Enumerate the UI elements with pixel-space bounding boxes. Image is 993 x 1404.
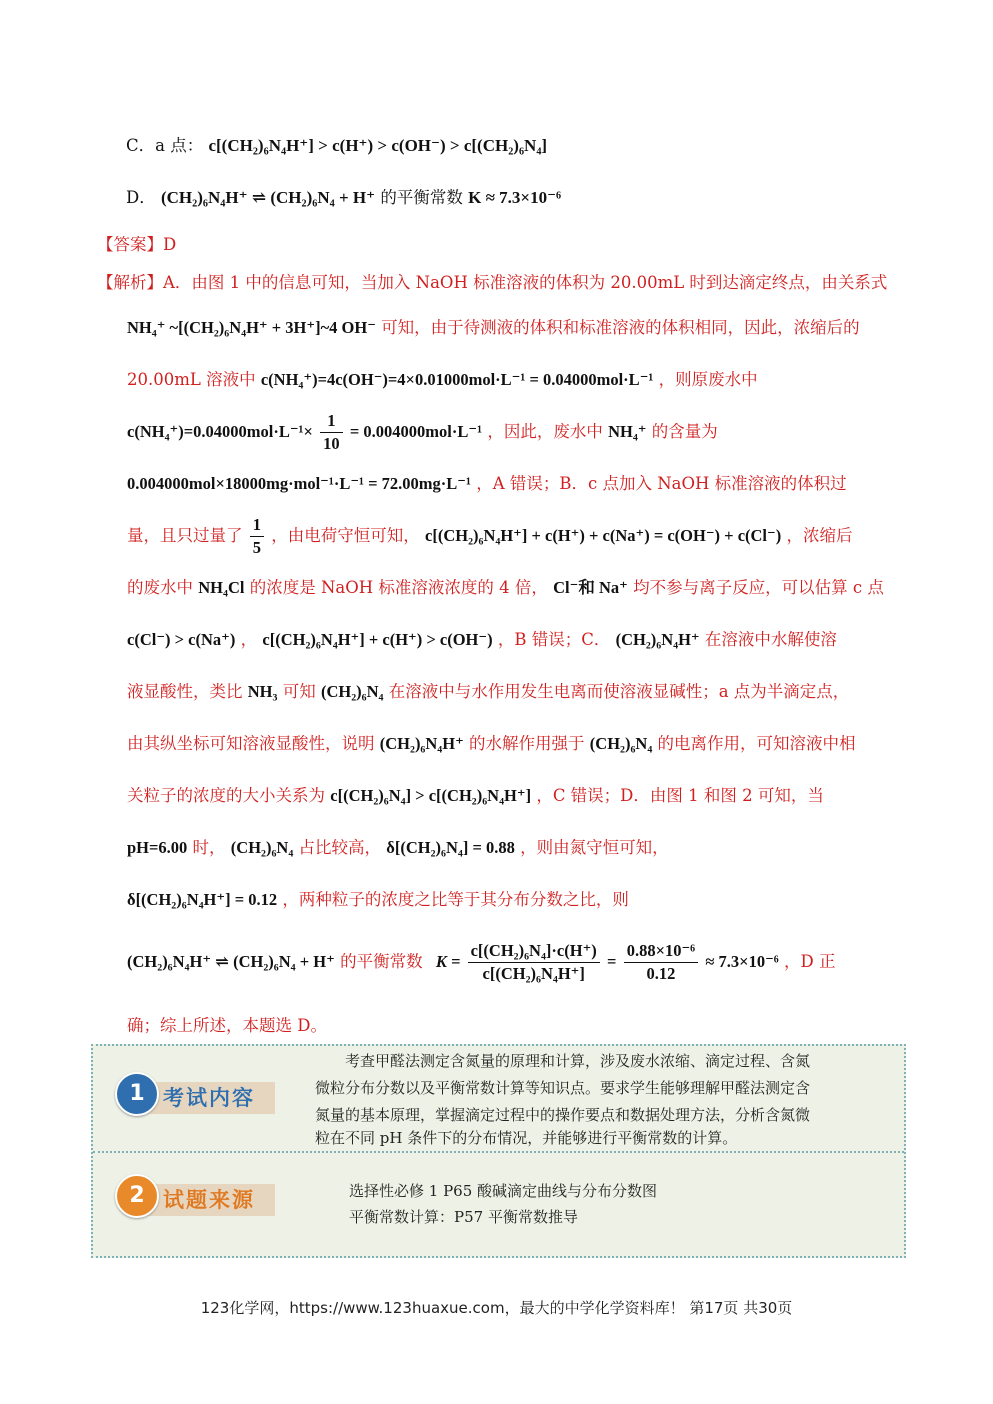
- analysis-text: ，则原废水中: [658, 370, 758, 389]
- k-approx: ≈ 7.3×10⁻⁶: [705, 952, 779, 971]
- analysis-text: 20.00mL 溶液中: [127, 370, 256, 389]
- analysis-line-11: [127, 784, 824, 808]
- answer-value: D: [163, 235, 177, 254]
- badge-label: 考试内容: [163, 1085, 255, 1110]
- exam-content-line: 粒在不同 pH 条件下的分布情况，并能够进行平衡常数的计算。: [315, 1129, 738, 1147]
- badge-number: 1: [115, 1072, 159, 1116]
- analysis-text: ，浓缩后: [786, 526, 853, 545]
- chem-species: (CH₂)₆N₄: [230, 838, 294, 857]
- analysis-text: 可知: [282, 682, 316, 701]
- analysis-line-12: [127, 836, 669, 860]
- box-divider: [93, 1151, 904, 1153]
- option-c: [126, 134, 547, 158]
- chem-inequality: c[(CH₂)₆N₄] > c[(CH₂)₆N₄H⁺]: [330, 786, 532, 805]
- analysis-line-9: [127, 680, 849, 704]
- analysis-text: ，: [240, 630, 258, 649]
- analysis-line-3: [127, 368, 758, 392]
- option-d-k: K ≈ 7.3×10⁻⁶: [468, 188, 562, 207]
- equals-sign: =: [607, 952, 617, 971]
- answer-tag: 【答案】: [97, 235, 163, 254]
- fraction-denominator: 10: [323, 434, 340, 453]
- exam-content-line: 微粒分布分数以及平衡常数计算等知识点。要求学生能够理解甲醛法测定含: [315, 1079, 811, 1097]
- exam-content-badge: [115, 1072, 275, 1118]
- analysis-line-8: [127, 628, 837, 652]
- chem-nh3: NH₃: [247, 682, 278, 701]
- chem-inequality-a: c(Cl⁻) > c(Na⁺): [127, 630, 236, 649]
- analysis-text: 的电离作用，可知溶液中相: [657, 734, 856, 753]
- analysis-text: ，C 错误；D．由图 1 和图 2 可知，当: [536, 786, 824, 805]
- fraction-denominator: c[(CH₂)₆N₄H⁺]: [482, 964, 585, 983]
- fraction-numerator: 0.88×10⁻⁶: [624, 940, 698, 963]
- analysis-tag: 【解析】: [97, 273, 163, 292]
- analysis-text: ，则由氮守恒可知，: [520, 838, 669, 857]
- analysis-line-13: [127, 888, 629, 912]
- analysis-text: 量，且只过量了: [127, 526, 243, 545]
- analysis-line-5: [127, 472, 847, 496]
- analysis-text: ，两种粒子的浓度之比等于其分布分数之比，则: [282, 890, 629, 909]
- exam-content-line: 考查甲醛法测定含氮量的原理和计算，涉及废水浓缩、滴定过程、含氮: [345, 1052, 811, 1070]
- chem-nh4cl: NH₄Cl: [198, 578, 245, 597]
- chem-fraction: δ[(CH₂)₆N₄H⁺] = 0.12: [127, 890, 278, 909]
- analysis-text: ，因此，废水中: [487, 422, 603, 441]
- chem-species: (CH₂)₆N₄: [589, 734, 653, 753]
- analysis-text: 的水解作用强于: [469, 734, 585, 753]
- analysis-line-10: [127, 732, 856, 756]
- fraction-denominator: 5: [252, 538, 261, 557]
- analysis-line-7: [127, 576, 884, 600]
- source-line: 平衡常数计算：P57 平衡常数推导: [349, 1208, 578, 1226]
- option-c-expression: c[(CH₂)₆N₄H⁺] > c(H⁺) > c(OH⁻) > c[(CH₂)₆N₄]: [208, 136, 548, 155]
- k-symbol: K =: [435, 952, 461, 971]
- analysis-text: 在溶液中与水作用发生电离而使溶液显碱性；a 点为半滴定点，: [388, 682, 850, 701]
- analysis-text: 由其纵坐标可知溶液显酸性，说明: [127, 734, 375, 753]
- fraction-denominator: 0.12: [646, 964, 676, 983]
- exam-content-line: 氮量的基本原理，掌握滴定过程中的操作要点和数据处理方法，分析含氮微: [315, 1106, 811, 1124]
- chem-ph: pH=6.00: [127, 838, 188, 857]
- analysis-line-4: [127, 410, 718, 455]
- fraction-numerator: 1: [320, 410, 343, 433]
- option-d-text: 的平衡常数: [380, 188, 463, 207]
- badge-label: 试题来源: [163, 1187, 255, 1212]
- option-c-label: C．a 点：: [126, 136, 204, 155]
- analysis-text: 均不参与离子反应，可以估算 c 点: [633, 578, 884, 597]
- option-d: [126, 186, 561, 210]
- fraction-k-value: [624, 940, 698, 985]
- analysis-text: 在溶液中水解使溶: [704, 630, 837, 649]
- chem-concentration: c(NH₄⁺)=4c(OH⁻)=4×0.01000mol·L⁻¹ = 0.04000mol·L⁻¹: [260, 370, 654, 389]
- source-badge: [115, 1174, 275, 1220]
- fraction-numerator: 1: [250, 514, 264, 537]
- analysis-text: 确；综上所述，本题选 D。: [127, 1016, 327, 1035]
- chem-calc: c(NH₄⁺)=0.04000mol·L⁻¹×: [127, 422, 313, 441]
- chem-ammonium: NH₄⁺: [608, 422, 647, 441]
- chem-species: (CH₂)₆N₄H⁺: [615, 630, 700, 649]
- analysis-text: ，A 错误；B．c 点加入 NaOH 标准溶液的体积过: [476, 474, 847, 493]
- page-footer: 123化学网，https://www.123huaxue.com，最大的中学化学资料库！ 第17页 共30页: [200, 1299, 793, 1317]
- analysis-line-14: [127, 940, 835, 985]
- analysis-line-1: [97, 271, 887, 295]
- analysis-line-6: [127, 514, 852, 559]
- analysis-text: ，由电荷守恒可知，: [271, 526, 420, 545]
- chem-ions: Cl⁻和 Na⁺: [553, 578, 628, 597]
- chem-equilibrium: (CH₂)₆N₄H⁺ ⇌ (CH₂)₆N₄ + H⁺: [127, 952, 335, 971]
- answer: [97, 233, 176, 257]
- analysis-text: 可知，由于待测液的体积和标准溶液的体积相同，因此，浓缩后的: [381, 318, 860, 337]
- source-line: 选择性必修 1 P65 酸碱滴定曲线与分布分数图: [349, 1182, 658, 1200]
- chem-inequality-b: c[(CH₂)₆N₄H⁺] + c(H⁺) > c(OH⁻): [262, 630, 493, 649]
- option-d-equilibrium: (CH₂)₆N₄H⁺ ⇌ (CH₂)₆N₄ + H⁺: [160, 188, 376, 207]
- analysis-text: 关粒子的浓度的大小关系为: [127, 786, 325, 805]
- analysis-line-15: [127, 1014, 327, 1038]
- option-d-label: D．: [126, 188, 156, 207]
- chem-charge-balance: c[(CH₂)₆N₄H⁺] + c(H⁺) + c(Na⁺) = c(OH⁻) + c(Cl⁻): [425, 526, 782, 545]
- fraction-one-fifth: [250, 514, 264, 559]
- badge-number: 2: [115, 1174, 159, 1218]
- analysis-line-2: [127, 316, 860, 340]
- chem-species: (CH₂)₆N₄H⁺: [379, 734, 464, 753]
- chem-result: = 0.004000mol·L⁻¹: [349, 422, 483, 441]
- analysis-text: 的浓度是 NaOH 标准溶液浓度的 4 倍，: [249, 578, 548, 597]
- analysis-text: ，D 正: [784, 952, 836, 971]
- analysis-text: ，B 错误；C．: [497, 630, 611, 649]
- analysis-text: 液显酸性，类比: [127, 682, 243, 701]
- chem-species: (CH₂)₆N₄: [320, 682, 384, 701]
- analysis-text: 的含量为: [651, 422, 718, 441]
- analysis-text: A．由图 1 中的信息可知，当加入 NaOH 标准溶液的体积为 20.00mL 时到达滴定终点，由关系式: [163, 273, 888, 292]
- fraction-k-expression: [468, 940, 600, 985]
- chem-fraction: δ[(CH₂)₆N₄] = 0.88: [386, 838, 515, 857]
- chem-relation: NH₄⁺ ~[(CH₂)₆N₄H⁺ + 3H⁺]~4 OH⁻: [127, 318, 376, 337]
- analysis-text: 的平衡常数: [340, 952, 423, 971]
- analysis-text: 的废水中: [127, 578, 193, 597]
- analysis-text: 占比较高，: [298, 838, 382, 857]
- fraction-numerator: c[(CH₂)₆N₄]·c(H⁺): [468, 940, 600, 963]
- chem-content-calc: 0.004000mol×18000mg·mol⁻¹·L⁻¹ = 72.00mg·L⁻¹: [127, 474, 471, 493]
- info-box: [91, 1044, 906, 1258]
- analysis-text: 时，: [192, 838, 226, 857]
- fraction-one-tenth: [320, 410, 343, 455]
